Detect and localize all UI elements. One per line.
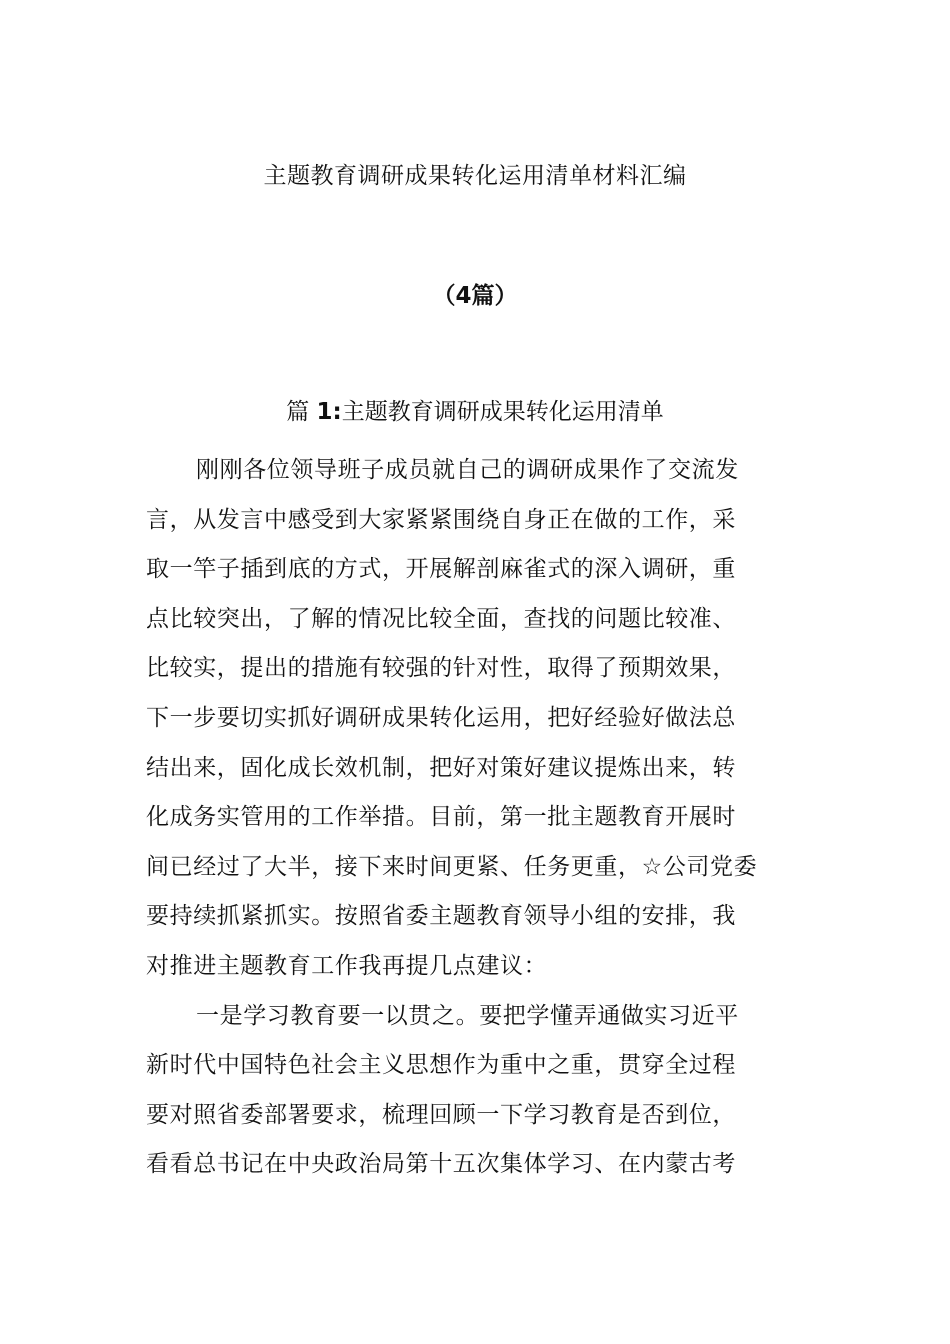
paragraph-line: 间已经过了大半，接下来时间更紧、任务更重，☆公司党委 xyxy=(146,853,758,880)
paragraph-line: 看看总书记在中央政治局第十五次集体学习、在内蒙古考 xyxy=(146,1151,736,1178)
paragraph-line: 取一竿子插到底的方式，开展解剖麻雀式的深入调研，重 xyxy=(146,556,736,583)
paragraph-line: 下一步要切实抓好调研成果转化运用，把好经验好做法总 xyxy=(146,704,736,731)
paragraph-line: 结出来，固化成长效机制，把好对策好建议提炼出来，转 xyxy=(146,754,736,781)
paragraph-line: 刚刚各位领导班子成员就自己的调研成果作了交流发 xyxy=(196,457,739,483)
paragraph-line: 要对照省委部署要求，梳理回顾一下学习教育是否到位， xyxy=(146,1101,736,1128)
paragraph-line: 一是学习教育要一以贯之。要把学懂弄通做实习近平 xyxy=(196,1002,739,1029)
paragraph-line: 比较实，提出的措施有较强的针对性，取得了预期效果， xyxy=(146,655,736,682)
document-title: 主题教育调研成果转化运用清单材料汇编 xyxy=(263,163,687,189)
paragraph-line: 言，从发言中感受到大家紧紧围绕自身正在做的工作，采 xyxy=(146,506,736,533)
paragraph-line: 新时代中国特色社会主义思想作为重中之重，贯穿全过程 xyxy=(146,1052,736,1079)
paragraph-line: 要持续抓紧抓实。按照省委主题教育领导小组的安排，我 xyxy=(146,903,736,930)
section-heading xyxy=(0,394,950,430)
section-heading-prefix: 篇 xyxy=(286,399,317,425)
section-heading-number: 1: xyxy=(316,399,342,425)
document-subtitle: （4篇） xyxy=(432,283,518,309)
paragraph-line: 点比较突出，了解的情况比较全面，查找的问题比较准、 xyxy=(146,605,736,632)
section-heading-text: 主题教育调研成果转化运用清单 xyxy=(341,399,664,425)
body-text xyxy=(146,446,806,1190)
paragraph-line: 对推进主题教育工作我再提几点建议： xyxy=(146,952,548,979)
paragraph-line: 化成务实管用的工作举措。目前，第一批主题教育开展时 xyxy=(146,804,736,831)
